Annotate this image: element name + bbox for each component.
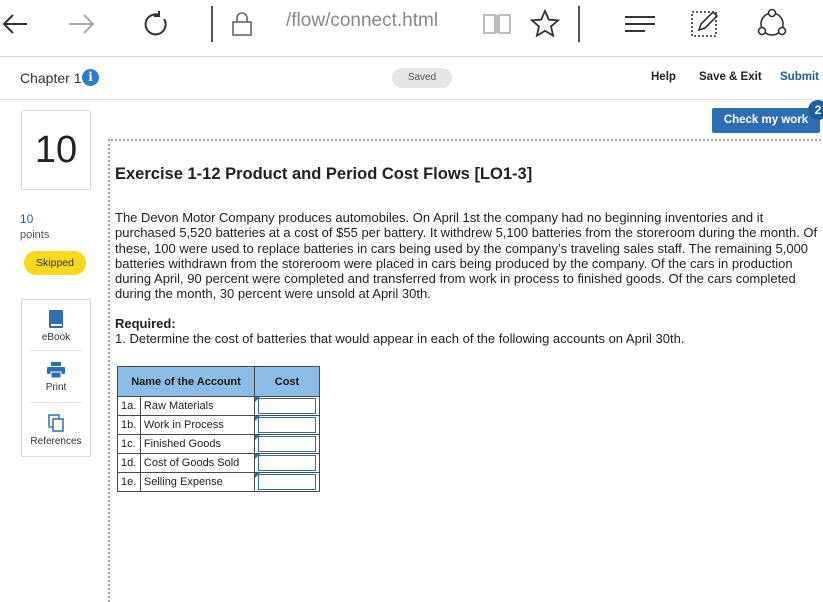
table-row bbox=[118, 416, 320, 435]
browser-toolbar bbox=[0, 0, 823, 57]
finished-goods-cost-input[interactable] bbox=[258, 436, 316, 452]
cost-header: Cost bbox=[255, 367, 320, 397]
ebook-label: eBook bbox=[41, 332, 71, 343]
question-number: 10 bbox=[21, 110, 91, 190]
share-icon[interactable] bbox=[754, 0, 790, 48]
points-label: points bbox=[20, 229, 50, 241]
exercise-title: Exercise 1-12 Product and Period Cost Flows [LO1-3] bbox=[115, 165, 533, 183]
info-icon[interactable]: i bbox=[82, 69, 99, 86]
row-label: 1b. bbox=[118, 416, 141, 435]
save-exit-link[interactable]: Save & Exit bbox=[699, 71, 762, 83]
account-name: Cost of Goods Sold bbox=[140, 454, 254, 473]
work-in-process-cost-input[interactable] bbox=[258, 417, 316, 433]
print-label: Print bbox=[45, 382, 67, 393]
table-row bbox=[118, 454, 320, 473]
saved-status-badge: Saved bbox=[392, 68, 452, 88]
lock-icon bbox=[228, 0, 256, 48]
ebook-button[interactable] bbox=[22, 310, 90, 343]
submit-link[interactable]: Submit bbox=[780, 71, 819, 83]
back-arrow-icon[interactable] bbox=[0, 0, 30, 48]
web-note-icon[interactable] bbox=[688, 0, 722, 48]
cost-cell bbox=[255, 473, 320, 492]
row-label: 1e. bbox=[118, 473, 141, 492]
cost-cell bbox=[255, 416, 320, 435]
table-row bbox=[118, 397, 320, 416]
flag-marker bbox=[255, 397, 260, 402]
flag-marker bbox=[255, 454, 260, 459]
account-name: Finished Goods bbox=[140, 435, 254, 454]
selling-expense-cost-input[interactable] bbox=[258, 474, 316, 490]
references-icon bbox=[48, 414, 64, 432]
exercise-description: The Devon Motor Company produces automobiles. On April 1st the company had no beginning inventories and it purchased 5,520 batteries at a cost of $55 per battery. It withdrew 5,100 batteries from the storeroom during the month. Of these, 100 were used to replace batteries in cars being used by the company’s traveling sales staff. The remaining 5,000 batteries withdrawn from the storeroom were placed in cars being produced by the company. Of the cars in production during April, 90 percent were completed and transferred from work in process to finished goods. Of the cars completed during the month, 30 percent were unsold at April 30th. bbox=[115, 210, 818, 302]
row-label: 1d. bbox=[118, 454, 141, 473]
row-label: 1a. bbox=[118, 397, 141, 416]
row-label: 1c. bbox=[118, 435, 141, 454]
cost-cell bbox=[255, 397, 320, 416]
battery-cost-table bbox=[117, 366, 320, 492]
cost-of-goods-sold-cost-input[interactable] bbox=[258, 455, 316, 471]
table-header-row bbox=[118, 367, 320, 397]
cost-cell bbox=[255, 454, 320, 473]
account-name-header: Name of the Account bbox=[118, 367, 255, 397]
forward-arrow-icon[interactable] bbox=[66, 0, 98, 48]
flag-marker bbox=[255, 435, 260, 440]
tool-divider bbox=[30, 350, 82, 351]
check-count-badge: 2 bbox=[808, 100, 823, 120]
references-label: References bbox=[30, 436, 82, 447]
skipped-status-badge: Skipped bbox=[24, 251, 86, 275]
reading-view-icon[interactable] bbox=[480, 0, 514, 48]
table-row bbox=[118, 435, 320, 454]
required-label: Required: bbox=[115, 316, 176, 331]
help-link[interactable]: Help bbox=[651, 71, 676, 83]
hub-menu-icon[interactable] bbox=[622, 0, 658, 48]
requirement-instruction: 1. Determine the cost of batteries that would appear in each of the following accounts on April 30th. bbox=[115, 331, 685, 346]
toolbar-divider bbox=[578, 6, 580, 42]
account-name: Selling Expense bbox=[140, 473, 254, 492]
refresh-icon[interactable] bbox=[140, 0, 172, 48]
account-name: Raw Materials bbox=[140, 397, 254, 416]
account-name: Work in Process bbox=[140, 416, 254, 435]
raw-materials-cost-input[interactable] bbox=[258, 398, 316, 414]
points-value: 10 bbox=[20, 212, 34, 226]
favorite-star-icon[interactable] bbox=[528, 0, 562, 48]
references-button[interactable] bbox=[22, 414, 90, 447]
app-header bbox=[0, 57, 823, 100]
print-button[interactable] bbox=[22, 362, 90, 393]
tool-divider bbox=[30, 402, 82, 403]
flag-marker bbox=[255, 416, 260, 421]
tools-panel bbox=[21, 299, 91, 457]
chapter-title: Chapter 1 bbox=[20, 70, 82, 86]
toolbar-divider bbox=[211, 6, 213, 42]
printer-icon bbox=[47, 362, 65, 378]
book-icon bbox=[48, 310, 64, 328]
address-bar-url[interactable]: /flow/connect.html bbox=[286, 10, 439, 31]
cost-cell bbox=[255, 435, 320, 454]
table-row bbox=[118, 473, 320, 492]
flag-marker bbox=[255, 473, 260, 478]
check-my-work-button[interactable]: Check my work bbox=[712, 108, 820, 133]
